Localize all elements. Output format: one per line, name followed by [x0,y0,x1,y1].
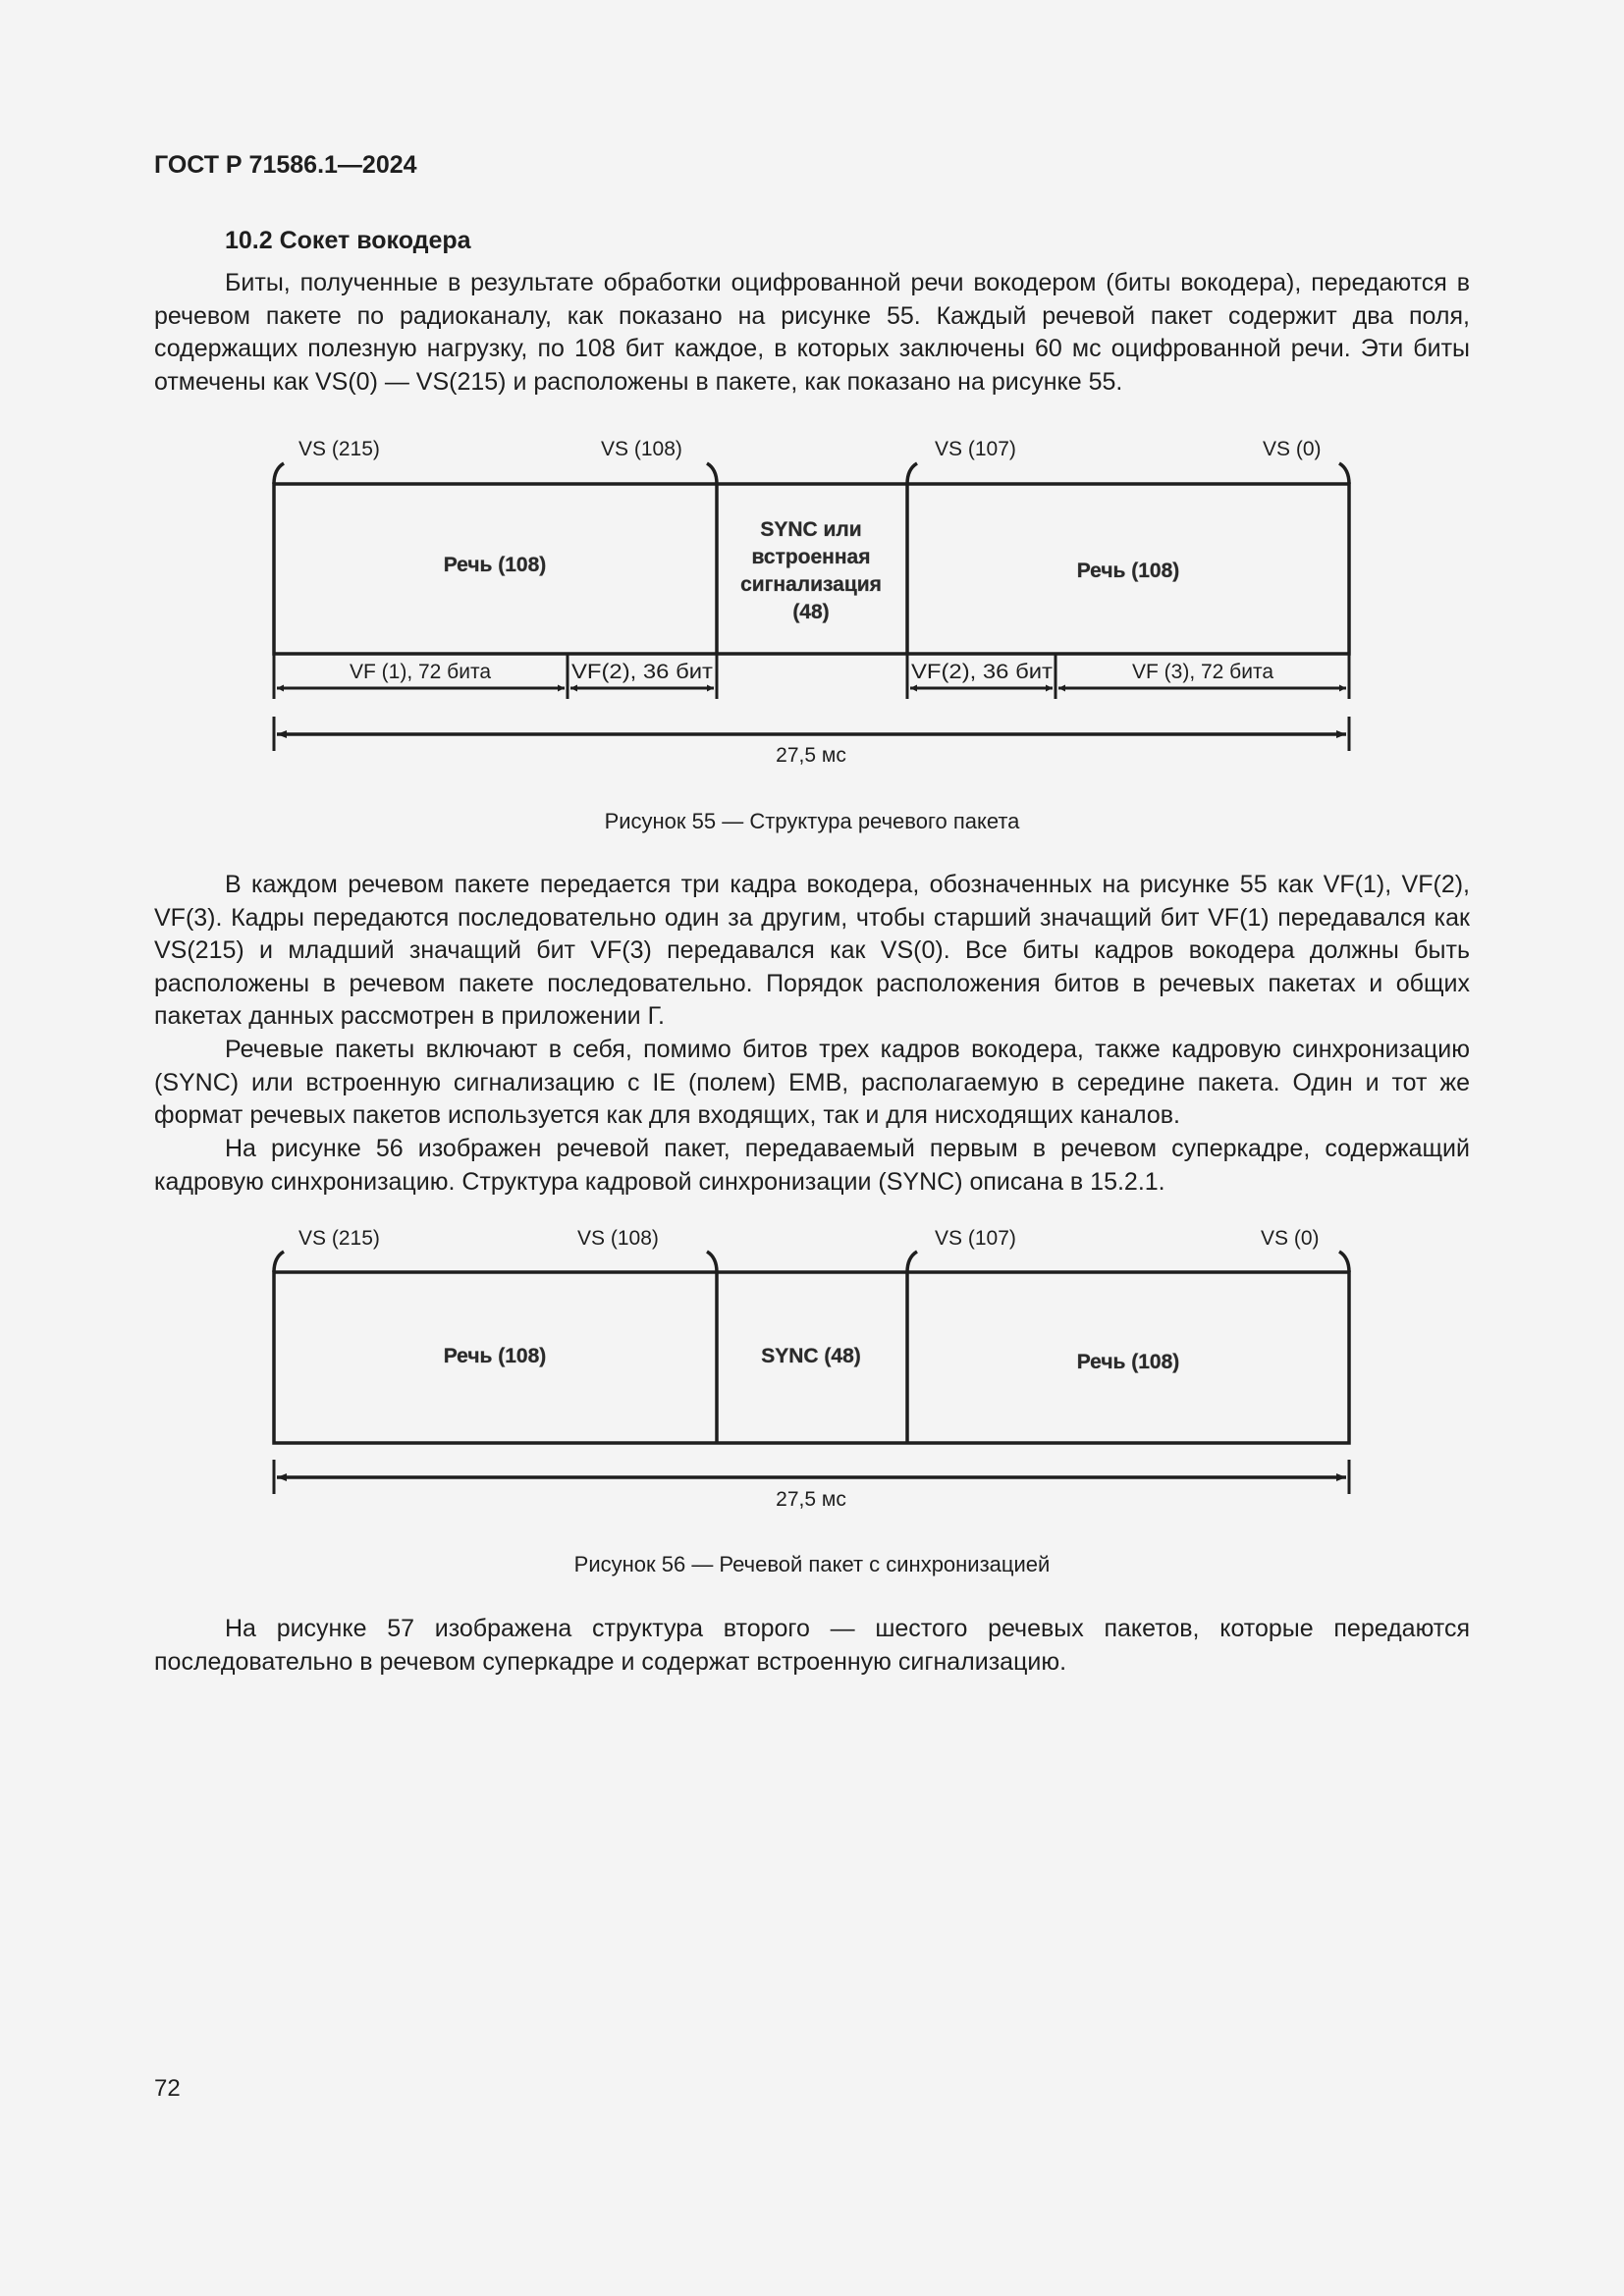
figure-56-caption: Рисунок 56 — Речевой пакет с синхронизацией [573,1552,1051,1576]
label-vs215-56: VS (215) [298,1227,380,1250]
bracket-right-close [1339,463,1349,484]
page-number: 72 [154,2075,181,2102]
figure-55-diagram [0,422,1624,766]
label-vf2a: VF(2), 36 бит [571,661,714,683]
figure-55-caption: Рисунок 55 — Структура речевого пакета [604,809,1020,833]
bracket-left-close [707,463,717,484]
block-sync-line-4: (48) [792,601,830,623]
label-vs108-56: VS (108) [577,1227,659,1250]
paragraph-3: Речевые пакеты включают в себя, помимо битов трех кадров вокодера, также кадровую синхронизацию (SYNC) или встроенную сигнализацию с IE (полем) EMB, располагаемую в середине пакета. Один и тот же формат речевых пакетов используется как для входящих, так и для нисходящих каналов. [154,1036,1470,1129]
bracket-left-open [274,463,284,484]
label-duration-56: 27,5 мс [776,1488,846,1511]
label-vs107-56: VS (107) [935,1227,1016,1250]
block-speech-left-56: Речь (108) [443,1345,547,1367]
block-sync-line-1: SYNC или [760,518,862,541]
paragraph-2: В каждом речевом пакете передается три кадра вокодера, обозначенных на рисунке 55 как VF(1), VF(2), VF(3). Кадры передаются последовательно один за другим, чтобы старший значащий бит VF(1) передавался как VS(215) и младший значащий бит VF(3) передавался как VS(0). Все биты кадров вокодера должны быть расположены в речевом пакете последовательно. Порядок расположения битов в речевых пакетах и общих пакетах данных рассмотрен в приложении Г. [154,871,1470,1030]
block-speech-left: Речь (108) [443,554,547,576]
label-vs215: VS (215) [298,438,380,460]
block-sync-line-2: встроенная [751,546,871,568]
block-speech-right: Речь (108) [1076,560,1180,582]
block-sync-line-3: сигнализация [740,573,882,596]
paragraph-4: На рисунке 56 изображен речевой пакет, передаваемый первым в речевом суперкадре, содержащий кадровую синхронизацию. Структура кадровой синхронизации (SYNC) описана в 15.2.1. [154,1135,1470,1196]
block-speech-right-56: Речь (108) [1076,1351,1180,1373]
document-code: ГОСТ Р 71586.1—2024 [154,151,417,179]
section-title: 10.2 Сокет вокодера [225,227,471,254]
label-vs0: VS (0) [1263,438,1322,460]
label-vs0-56: VS (0) [1261,1227,1320,1250]
bracket-right-open [907,463,917,484]
label-vf3: VF (3), 72 бита [1131,661,1274,683]
label-vs107: VS (107) [935,438,1016,460]
paragraph-5: На рисунке 57 изображена структура второго — шестого речевых пакетов, которые передаются последовательно в речевом суперкадре и содержат встроенную сигнализацию. [154,1615,1470,1676]
label-duration: 27,5 мс [776,744,846,767]
label-vs108: VS (108) [601,438,682,460]
label-vf2b: VF(2), 36 бит [911,661,1054,683]
packet-outline [274,484,1349,654]
label-vf1: VF (1), 72 бита [349,661,492,683]
block-sync-56: SYNC (48) [761,1345,861,1367]
figure-56-diagram [0,1214,1624,1519]
paragraph-1: Биты, полученные в результате обработки оцифрованной речи вокодером (биты вокодера), передаются в речевом пакете по радиоканалу, как показано на рисунке 55. Каждый речевой пакет содержит два поля, содержащих полезную нагрузку, по 108 бит каждое, в которых заключены 60 мс оцифрованной речи. Эти биты отмечены как VS(0) — VS(215) и расположены в пакете, как показано на рисунке 55. [154,269,1470,396]
